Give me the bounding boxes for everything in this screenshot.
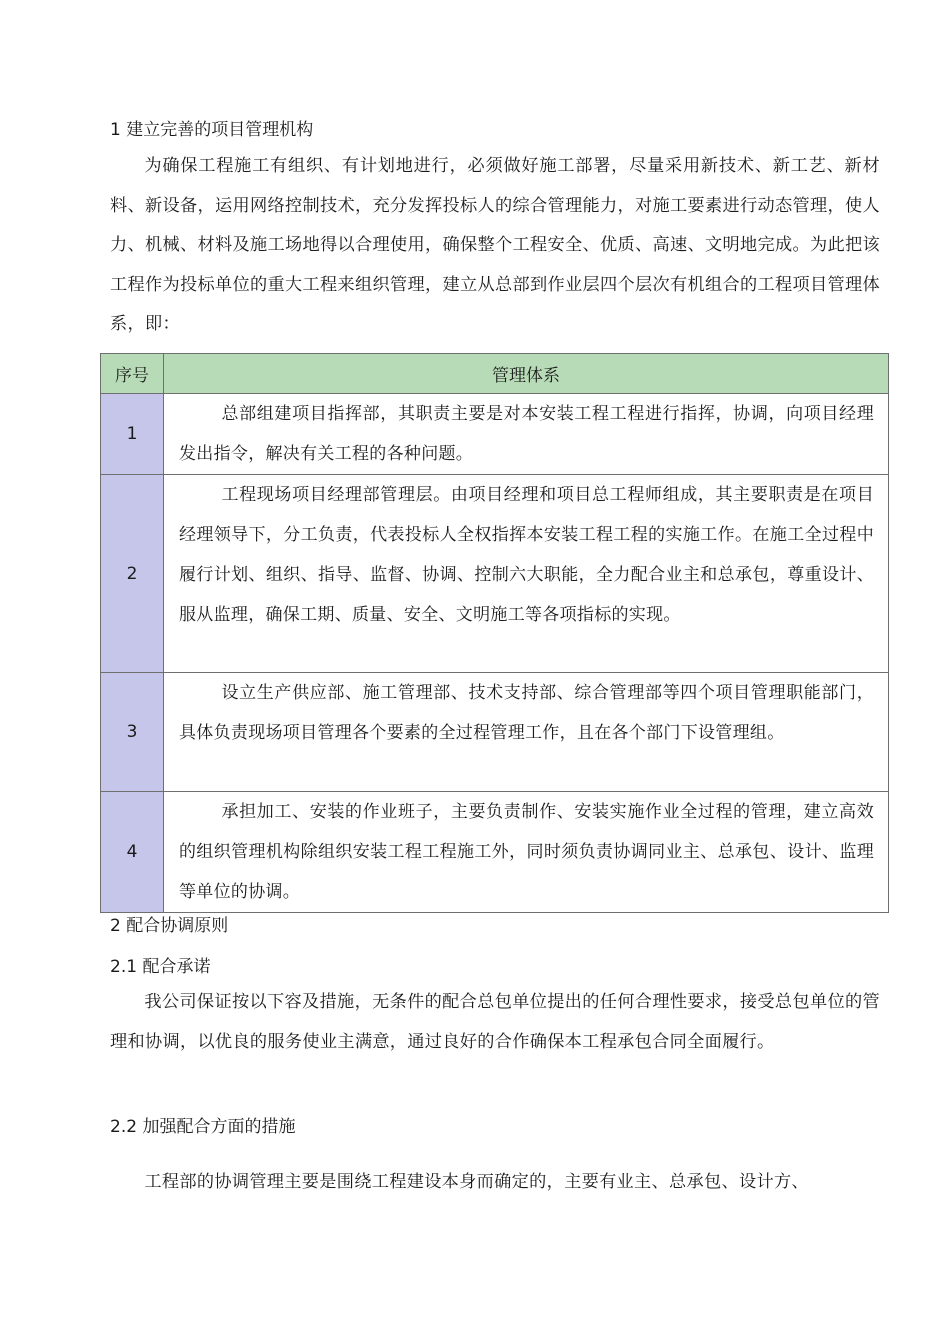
table-header-row (101, 354, 889, 394)
table-row (101, 475, 889, 673)
section-2-1-text: 我公司保证按以下容及措施，无条件的配合总包单位提出的任何合理性要求，接受总包单位的管理和协调，以优良的服务使业主满意，通过良好的合作确保本工程承包合同全面履行。 (110, 992, 880, 1052)
section-2-1-heading: 2.1 配合承诺 (110, 957, 211, 977)
row-number: 4 (101, 792, 164, 913)
row-text: 总部组建项目指挥部，其职责主要是对本安装工程工程进行指挥，协调，向项目经理发出指令，解决有关工程的各种问题。 (164, 394, 889, 475)
row-text: 承担加工、安装的作业班子，主要负责制作、安装实施作业全过程的管理，建立高效的组织管理机构除组织安装工程工程施工外，同时须负责协调同业主、总承包、设计、监理等单位的协调。 (164, 792, 889, 913)
section-1-heading: 1 建立完善的项目管理机构 (110, 120, 314, 140)
row-number: 1 (101, 394, 164, 475)
header-serial-number: 序号 (101, 354, 164, 394)
section-1-intro: 为确保工程施工有组织、有计划地进行，必须做好施工部署，尽量采用新技术、新工艺、新材料、新设备，运用网络控制技术，充分发挥投标人的综合管理能力，对施工要素进行动态管理，使人力、机械、材料及施工场地得以合理使用，确保整个工程安全、优质、高速、文明地完成。为此把该工程作为投标单位的重大工程来组织管理，建立从总部到作业层四个层次有机组合的工程项目管理体系，即： (110, 156, 880, 334)
management-system-table (100, 353, 889, 913)
row-number: 2 (101, 475, 164, 673)
header-management-system: 管理体系 (164, 354, 889, 394)
table-row (101, 673, 889, 792)
section-2-2-text: 工程部的协调管理主要是围绕工程建设本身而确定的，主要有业主、总承包、设计方、 (144, 1172, 809, 1192)
table-row (101, 394, 889, 475)
row-text: 工程现场项目经理部管理层。由项目经理和项目总工程师组成，其主要职责是在项目经理领导下，分工负责，代表投标人全权指挥本安装工程工程的实施工作。在施工全过程中履行计划、组织、指导、监督、协调、控制六大职能，全力配合业主和总承包，尊重设计、服从监理，确保工期、质量、安全、文明施工等各项指标的实现。 (164, 475, 889, 673)
row-text: 设立生产供应部、施工管理部、技术支持部、综合管理部等四个项目管理职能部门，具体负责现场项目管理各个要素的全过程管理工作，且在各个部门下设管理组。 (164, 673, 889, 792)
table-row (101, 792, 889, 913)
section-2-2-heading: 2.2 加强配合方面的措施 (110, 1117, 296, 1137)
row-number: 3 (101, 673, 164, 792)
section-2-heading: 2 配合协调原则 (110, 916, 229, 936)
